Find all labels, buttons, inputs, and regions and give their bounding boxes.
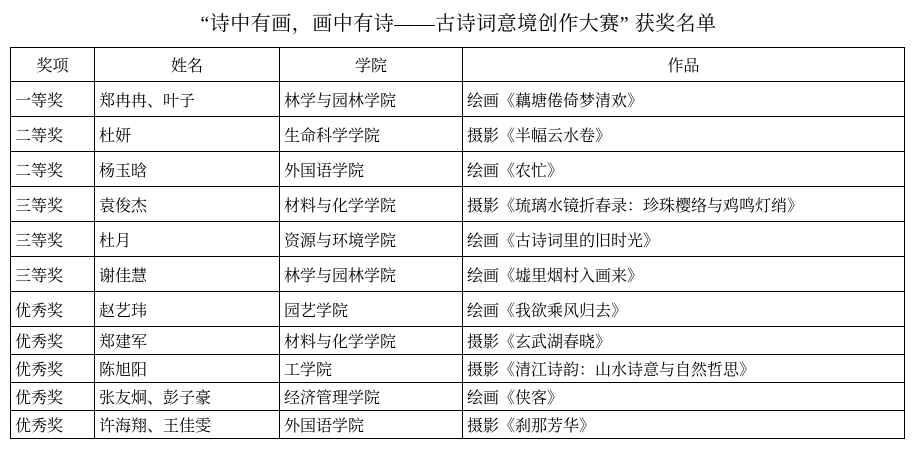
cell-work: 摄影《半幅云水卷》 [463, 117, 905, 152]
cell-name: 杨玉晗 [95, 152, 280, 187]
table-row [11, 411, 905, 439]
cell-college: 园艺学院 [280, 292, 463, 327]
cell-college: 材料与化学学院 [280, 187, 463, 222]
table-header-row [11, 48, 905, 82]
cell-award: 三等奖 [11, 187, 95, 222]
cell-college: 生命科学学院 [280, 117, 463, 152]
cell-award: 二等奖 [11, 117, 95, 152]
cell-work: 摄影《玄武湖春晓》 [463, 327, 905, 355]
cell-name: 郑冉冉、叶子 [95, 82, 280, 117]
cell-name: 张友炯、彭子豪 [95, 383, 280, 411]
cell-award: 优秀奖 [11, 292, 95, 327]
table-row [11, 383, 905, 411]
cell-name: 袁俊杰 [95, 187, 280, 222]
cell-college: 外国语学院 [280, 152, 463, 187]
award-table [10, 47, 905, 439]
cell-work: 摄影《刹那芳华》 [463, 411, 905, 439]
cell-award: 三等奖 [11, 222, 95, 257]
cell-award: 优秀奖 [11, 327, 95, 355]
cell-award: 三等奖 [11, 257, 95, 292]
cell-college: 工学院 [280, 355, 463, 383]
cell-work: 摄影《琉璃水镜折春录：珍珠樱络与鸡鸣灯绡》 [463, 187, 905, 222]
table-row [11, 327, 905, 355]
cell-award: 二等奖 [11, 152, 95, 187]
cell-work: 绘画《我欲乘风归去》 [463, 292, 905, 327]
cell-name: 赵艺玮 [95, 292, 280, 327]
cell-award: 一等奖 [11, 82, 95, 117]
cell-award: 优秀奖 [11, 411, 95, 439]
table-row [11, 152, 905, 187]
col-header-work: 作品 [463, 48, 905, 82]
cell-work: 绘画《古诗词里的旧时光》 [463, 222, 905, 257]
table-body [11, 82, 905, 439]
cell-work: 绘画《农忙》 [463, 152, 905, 187]
cell-name: 杜月 [95, 222, 280, 257]
cell-award: 优秀奖 [11, 383, 95, 411]
cell-name: 谢佳慧 [95, 257, 280, 292]
table-row [11, 222, 905, 257]
table-row [11, 292, 905, 327]
cell-college: 外国语学院 [280, 411, 463, 439]
table-row [11, 355, 905, 383]
cell-college: 资源与环境学院 [280, 222, 463, 257]
cell-name: 郑建军 [95, 327, 280, 355]
col-header-name: 姓名 [95, 48, 280, 82]
cell-name: 许海翔、王佳雯 [95, 411, 280, 439]
table-row [11, 82, 905, 117]
table-row [11, 187, 905, 222]
cell-college: 林学与园林学院 [280, 82, 463, 117]
cell-work: 绘画《藕塘倦倚梦清欢》 [463, 82, 905, 117]
cell-college: 林学与园林学院 [280, 257, 463, 292]
cell-work: 绘画《侠客》 [463, 383, 905, 411]
cell-work: 绘画《墟里烟村入画来》 [463, 257, 905, 292]
col-header-college: 学院 [280, 48, 463, 82]
cell-name: 杜妍 [95, 117, 280, 152]
table-row [11, 117, 905, 152]
col-header-award: 奖项 [11, 48, 95, 82]
cell-award: 优秀奖 [11, 355, 95, 383]
cell-college: 材料与化学学院 [280, 327, 463, 355]
cell-college: 经济管理学院 [280, 383, 463, 411]
cell-work: 摄影《清江诗韵：山水诗意与自然哲思》 [463, 355, 905, 383]
page-title: “诗中有画，画中有诗——古诗词意境创作大赛” 获奖名单 [200, 13, 717, 35]
cell-name: 陈旭阳 [95, 355, 280, 383]
table-row [11, 257, 905, 292]
